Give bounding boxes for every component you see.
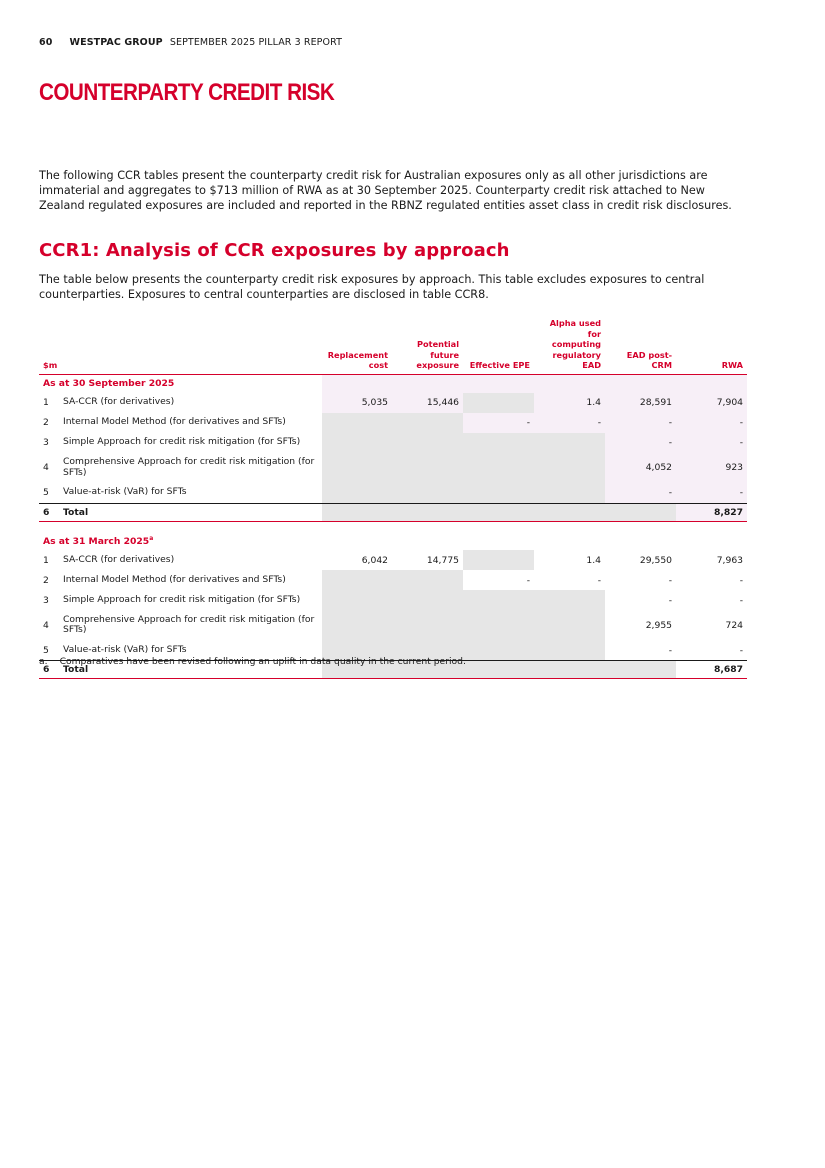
- cell-alpha: -: [534, 413, 605, 433]
- page-title: COUNTERPARTY CREDIT RISK: [39, 79, 335, 106]
- section-title-wrap: [39, 532, 322, 550]
- col-replacement-cost: Replacement cost: [322, 318, 392, 374]
- running-header: [39, 37, 342, 48]
- cell-ead: -: [605, 413, 676, 433]
- ccr1-table: [39, 318, 747, 679]
- table-row: [39, 413, 747, 433]
- cell-alpha: 1.4: [586, 554, 602, 566]
- row-label: Value-at-risk (VaR) for SFTs: [63, 643, 187, 655]
- row-label: SA-CCR (for derivatives): [63, 553, 175, 565]
- cell-replacement-cost: [322, 570, 392, 590]
- cell-rwa: -: [739, 594, 744, 606]
- table-row: [39, 433, 747, 453]
- total-row: [39, 503, 747, 521]
- cell-alpha: 1.4: [534, 393, 605, 413]
- cell-rwa: -: [739, 644, 744, 656]
- row-number: 6: [39, 503, 59, 521]
- table-row: [39, 453, 747, 483]
- row-label: Internal Model Method (for derivatives and SFTs): [63, 573, 286, 585]
- cell-effective-epe: -: [463, 413, 534, 433]
- cell-rwa: -: [676, 483, 747, 504]
- row-number: 5: [43, 487, 49, 498]
- table-row: [39, 393, 747, 413]
- total-rwa: 8,687: [676, 661, 747, 679]
- col-potential-future-exposure: Potential future exposure: [392, 318, 463, 374]
- intro-paragraph: The following CCR tables present the counterparty credit risk for Australian exposures only as all other jurisdictions are immaterial and aggregates to $713 million of RWA as at 30 September 2025. Counterparty credit risk attached to New Zealand regulated exposures are included and reported in the RBNZ regulated entities asset class in credit risk disclosures.: [39, 169, 732, 213]
- total-label: Total: [59, 661, 322, 679]
- total-rwa: 8,827: [676, 503, 747, 521]
- report-name: SEPTEMBER 2025 PILLAR 3 REPORT: [169, 37, 342, 48]
- cell-rwa: 7,963: [716, 554, 744, 566]
- page-number: 60: [39, 37, 53, 48]
- section-row: [39, 532, 747, 550]
- cell-ead: 28,591: [605, 393, 676, 413]
- footnote: [39, 656, 466, 667]
- cell-replacement-cost: 5,035: [322, 393, 392, 413]
- row-label: SA-CCR (for derivatives): [63, 396, 175, 408]
- footnote-marker: a: [149, 534, 154, 542]
- row-label: Comprehensive Approach for credit risk mitigation (for SFTs): [63, 456, 315, 478]
- cell-rwa: 923: [676, 453, 747, 483]
- cell-rwa: -: [676, 413, 747, 433]
- row-number: 5: [43, 644, 49, 656]
- cell-pfe: [392, 413, 463, 433]
- row-number: 1: [43, 397, 49, 408]
- table-description: The table below presents the counterparty credit risk exposures by approach. This table excludes exposures to central counterparties. Exposures to central counterparties are disclosed in table CCR8.: [39, 273, 705, 302]
- section-row: [39, 374, 747, 393]
- row-label: Simple Approach for credit risk mitigation (for SFTs): [63, 593, 301, 605]
- col-alpha: Alpha used for computing regulatory EAD: [534, 318, 605, 374]
- row-number: 2: [43, 574, 49, 586]
- row-number: 2: [43, 417, 49, 428]
- cell-ead: -: [668, 574, 673, 586]
- company-name: WESTPAC GROUP: [69, 37, 163, 48]
- cell-pfe: 15,446: [392, 393, 463, 413]
- footnote-text: Comparatives have been revised following an uplift in data quality in the current period.: [59, 656, 466, 667]
- row-label: Value-at-risk (VaR) for SFTs: [63, 486, 187, 498]
- section-heading: CCR1: Analysis of CCR exposures by approach: [39, 240, 510, 261]
- row-number: 4: [43, 462, 49, 473]
- total-label: Total: [59, 503, 322, 521]
- cell-ead: -: [605, 433, 676, 453]
- cell-ead: -: [668, 644, 673, 656]
- row-label: Internal Model Method (for derivatives and SFTs): [63, 416, 286, 428]
- section-title: As at 30 September 2025: [43, 378, 175, 389]
- cell-replacement-cost: [322, 413, 392, 433]
- row-label: Simple Approach for credit risk mitigation (for SFTs): [63, 436, 301, 448]
- row-number: 3: [43, 437, 49, 448]
- row-label: Comprehensive Approach for credit risk mitigation (for SFTs): [63, 613, 315, 635]
- cell-rwa: 7,904: [676, 393, 747, 413]
- col-rwa: RWA: [676, 318, 747, 374]
- cell-effective-epe: [463, 393, 534, 413]
- col-ead-post-crm: EAD post-CRM: [605, 318, 676, 374]
- section-title: As at 31 March 2025: [43, 535, 150, 547]
- cell-pfe: 14,775: [426, 554, 460, 566]
- col-effective-epe: Effective EPE: [463, 318, 534, 374]
- row-number: 4: [43, 619, 49, 631]
- row-number: 6: [39, 661, 59, 679]
- cell-rwa: -: [739, 574, 744, 586]
- cell-effective-epe: [463, 550, 534, 570]
- cell-ead: -: [605, 483, 676, 504]
- cell-effective-epe: -: [526, 574, 531, 586]
- cell-pfe: [392, 570, 463, 590]
- cell-ead: 29,550: [639, 554, 673, 566]
- table-row: [39, 483, 747, 504]
- cell-alpha: -: [597, 574, 602, 586]
- row-number: 3: [43, 594, 49, 606]
- row-number: 1: [43, 554, 49, 566]
- table-row: [39, 610, 747, 640]
- cell-ead: 2,955: [645, 619, 673, 631]
- cell-rwa: 724: [725, 619, 744, 631]
- table-row: [39, 570, 747, 590]
- footnote-marker-label: a.: [39, 656, 48, 667]
- cell-ead: -: [668, 594, 673, 606]
- unit-header: $m: [39, 318, 322, 374]
- cell-ead: 4,052: [605, 453, 676, 483]
- table-row: [39, 590, 747, 610]
- cell-replacement-cost: 6,042: [361, 554, 389, 566]
- cell-rwa: -: [676, 433, 747, 453]
- table-row: [39, 550, 747, 570]
